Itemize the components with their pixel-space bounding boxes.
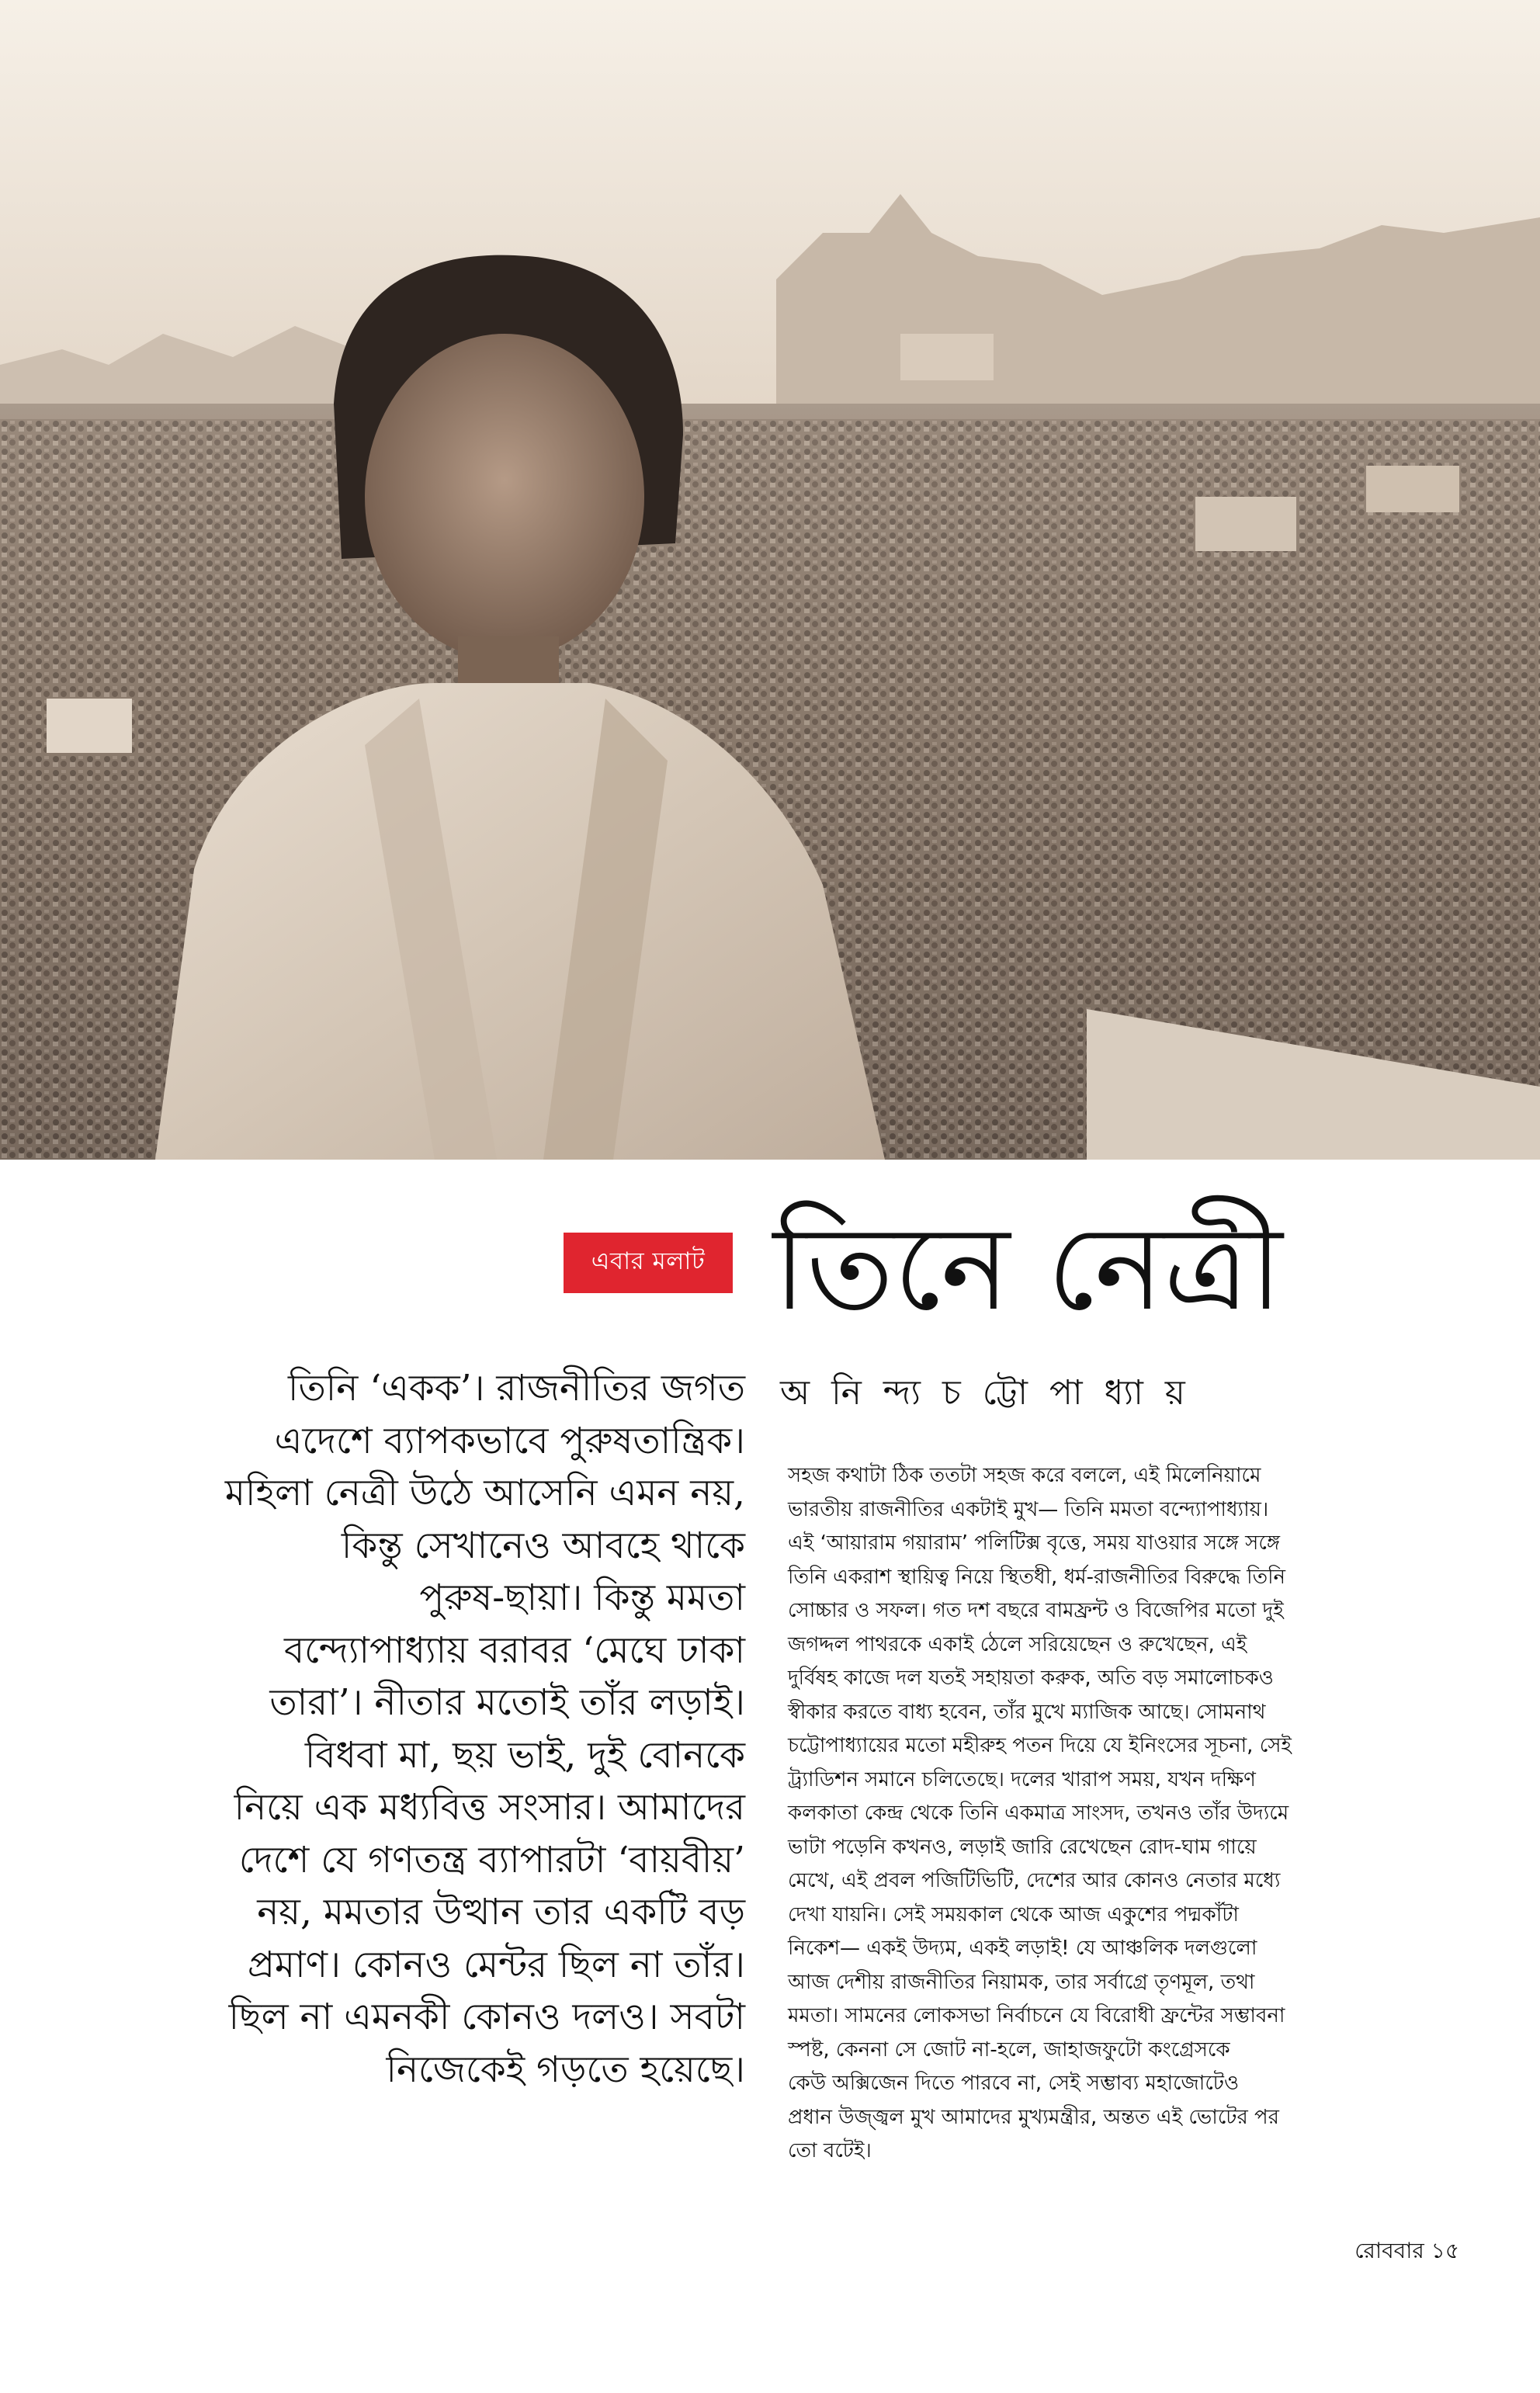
intro-line: মহিলা নেত্রী উঠে আসেনি এমন নয়, bbox=[224, 1472, 745, 1514]
body-line: মমতা। সামনের লোকসভা নির্বাচনে যে বিরোধী ফ্রন্টের সম্ভাবনা bbox=[788, 2004, 1285, 2027]
intro-line: কিন্তু সেখানেও আবহে থাকে bbox=[341, 1524, 745, 1567]
body-line: দুর্বিষহ কাজে দল যতই সহায়তা করুক, অতি বড় সমালোচকও bbox=[788, 1666, 1274, 1690]
body-line: তিনি একরাশ স্থায়িত্ব নিয়ে স্থিতধী, ধর্ম-রাজনীতির বিরুদ্ধে তিনি bbox=[788, 1565, 1286, 1589]
body-line: তো বটেই। bbox=[788, 2139, 872, 2162]
intro-line: পুরুষ-ছায়া। কিন্তু মমতা bbox=[419, 1576, 745, 1619]
body-line: এই ‘আয়ারাম গয়ারাম’ পলিটিক্স বৃত্তে, সময় যাওয়ার সঙ্গে সঙ্গে bbox=[788, 1531, 1281, 1555]
body-line: স্পষ্ট, কেননা সে জোট না-হলে, জাহাজফুটো কংগ্রেসকে bbox=[788, 2038, 1230, 2062]
cover-photo bbox=[0, 0, 1540, 1160]
crowd-portrait-photo bbox=[0, 0, 1540, 1160]
body-line: ভারতীয় রাজনীতির একটাই মুখ— তিনি মমতা বন্দ্যোপাধ্যায়। bbox=[788, 1497, 1269, 1521]
intro-line: ছিল না এমনকী কোনও দলও। সবটা bbox=[228, 1996, 745, 2038]
intro-line: নয়, মমতার উত্থান তার একটি বড় bbox=[257, 1891, 745, 1933]
intro-line: নিয়ে এক মধ্যবিত্ত সংসার। আমাদের bbox=[234, 1786, 745, 1829]
intro-line: প্রমাণ। কোনও মেন্টর ছিল না তাঁর। bbox=[247, 1943, 745, 1986]
body-line: জগদ্দল পাথরকে একাই ঠেলে সরিয়েছেন ও রুখেছেন, এই bbox=[788, 1632, 1247, 1656]
page-folio: রোববার ১৫ bbox=[1354, 2238, 1459, 2263]
intro-line: বিধবা মা, ছয় ভাই, দুই বোনকে bbox=[304, 1733, 745, 1777]
body-paragraph bbox=[788, 1459, 1463, 2235]
body-line: দেখা যায়নি। সেই সময়কাল থেকে আজ একুশের পদ্মকাঁটা bbox=[788, 1902, 1239, 1927]
body-line: সহজ কথাটা ঠিক ততটা সহজ করে বললে, এই মিলেনিয়ামে bbox=[788, 1464, 1261, 1487]
body-line: মেখে, এই প্রবল পজিটিভিটি, দেশের আর কোনও নেতার মধ্যে bbox=[788, 1869, 1281, 1892]
section-kicker: এবার মলাট bbox=[564, 1233, 733, 1293]
body-line: নিকেশ— একই উদ্যম, একই লড়াই! যে আঞ্চলিক দলগুলো bbox=[788, 1937, 1257, 1960]
body-line: চট্টোপাধ্যায়ের মতো মহীরুহ পতন দিয়ে যে ইনিংসের সূচনা, সেই bbox=[788, 1734, 1292, 1757]
body-line: প্রধান উজ্জ্বল মুখ আমাদের মুখ্যমন্ত্রীর, অন্তত এই ভোটের পর bbox=[788, 2105, 1279, 2129]
body-line: সোচ্চার ও সফল। গত দশ বছরে বামফ্রন্ট ও বিজেপির মতো দুই bbox=[788, 1599, 1284, 1622]
intro-line: দেশে যে গণতন্ত্র ব্যাপারটা ‘বায়বীয়’ bbox=[238, 1838, 745, 1881]
intro-line: বন্দ্যোপাধ্যায় বরাবর ‘মেঘে ঢাকা bbox=[283, 1628, 745, 1672]
body-line: ভাটা পড়েনি কখনও, লড়াই জারি রেখেছেন রোদ-ঘাম গায়ে bbox=[788, 1835, 1257, 1859]
body-line: কলকাতা কেন্দ্র থেকে তিনি একমাত্র সাংসদ, তখনও তাঁর উদ্যমে bbox=[788, 1802, 1289, 1825]
body-line: আজ দেশীয় রাজনীতির নিয়ামক, তার সর্বাগ্রে তৃণমূল, তথা bbox=[788, 1970, 1255, 1994]
intro-line: এদেশে ব্যাপকভাবে পুরুষতান্ত্রিক। bbox=[274, 1419, 745, 1462]
intro-paragraph bbox=[124, 1362, 745, 2185]
body-line: কেউ অক্সিজেন দিতে পারবে না, সেই সম্ভাব্য মহাজোটেও bbox=[788, 2072, 1240, 2095]
intro-line: নিজেকেই গড়তে হয়েছে। bbox=[386, 2048, 745, 2091]
byline: অ নি ন্দ্য চ ট্টো পা ধ্যা য় bbox=[780, 1373, 1191, 1413]
intro-line: তিনি ‘একক’। রাজনীতির জগত bbox=[288, 1367, 745, 1410]
headline: তিনে নেত্রী bbox=[773, 1202, 1283, 1337]
body-line: ট্র্যাডিশন সমানে চলিতেছে। দলের খারাপ সময়, যখন দক্ষিণ bbox=[788, 1767, 1256, 1791]
intro-line: তারা’। নীতার মতোই তাঁর লড়াই। bbox=[269, 1681, 745, 1724]
body-line: স্বীকার করতে বাধ্য হবেন, তাঁর মুখে ম্যাজিক আছে। সোমনাথ bbox=[788, 1700, 1266, 1724]
